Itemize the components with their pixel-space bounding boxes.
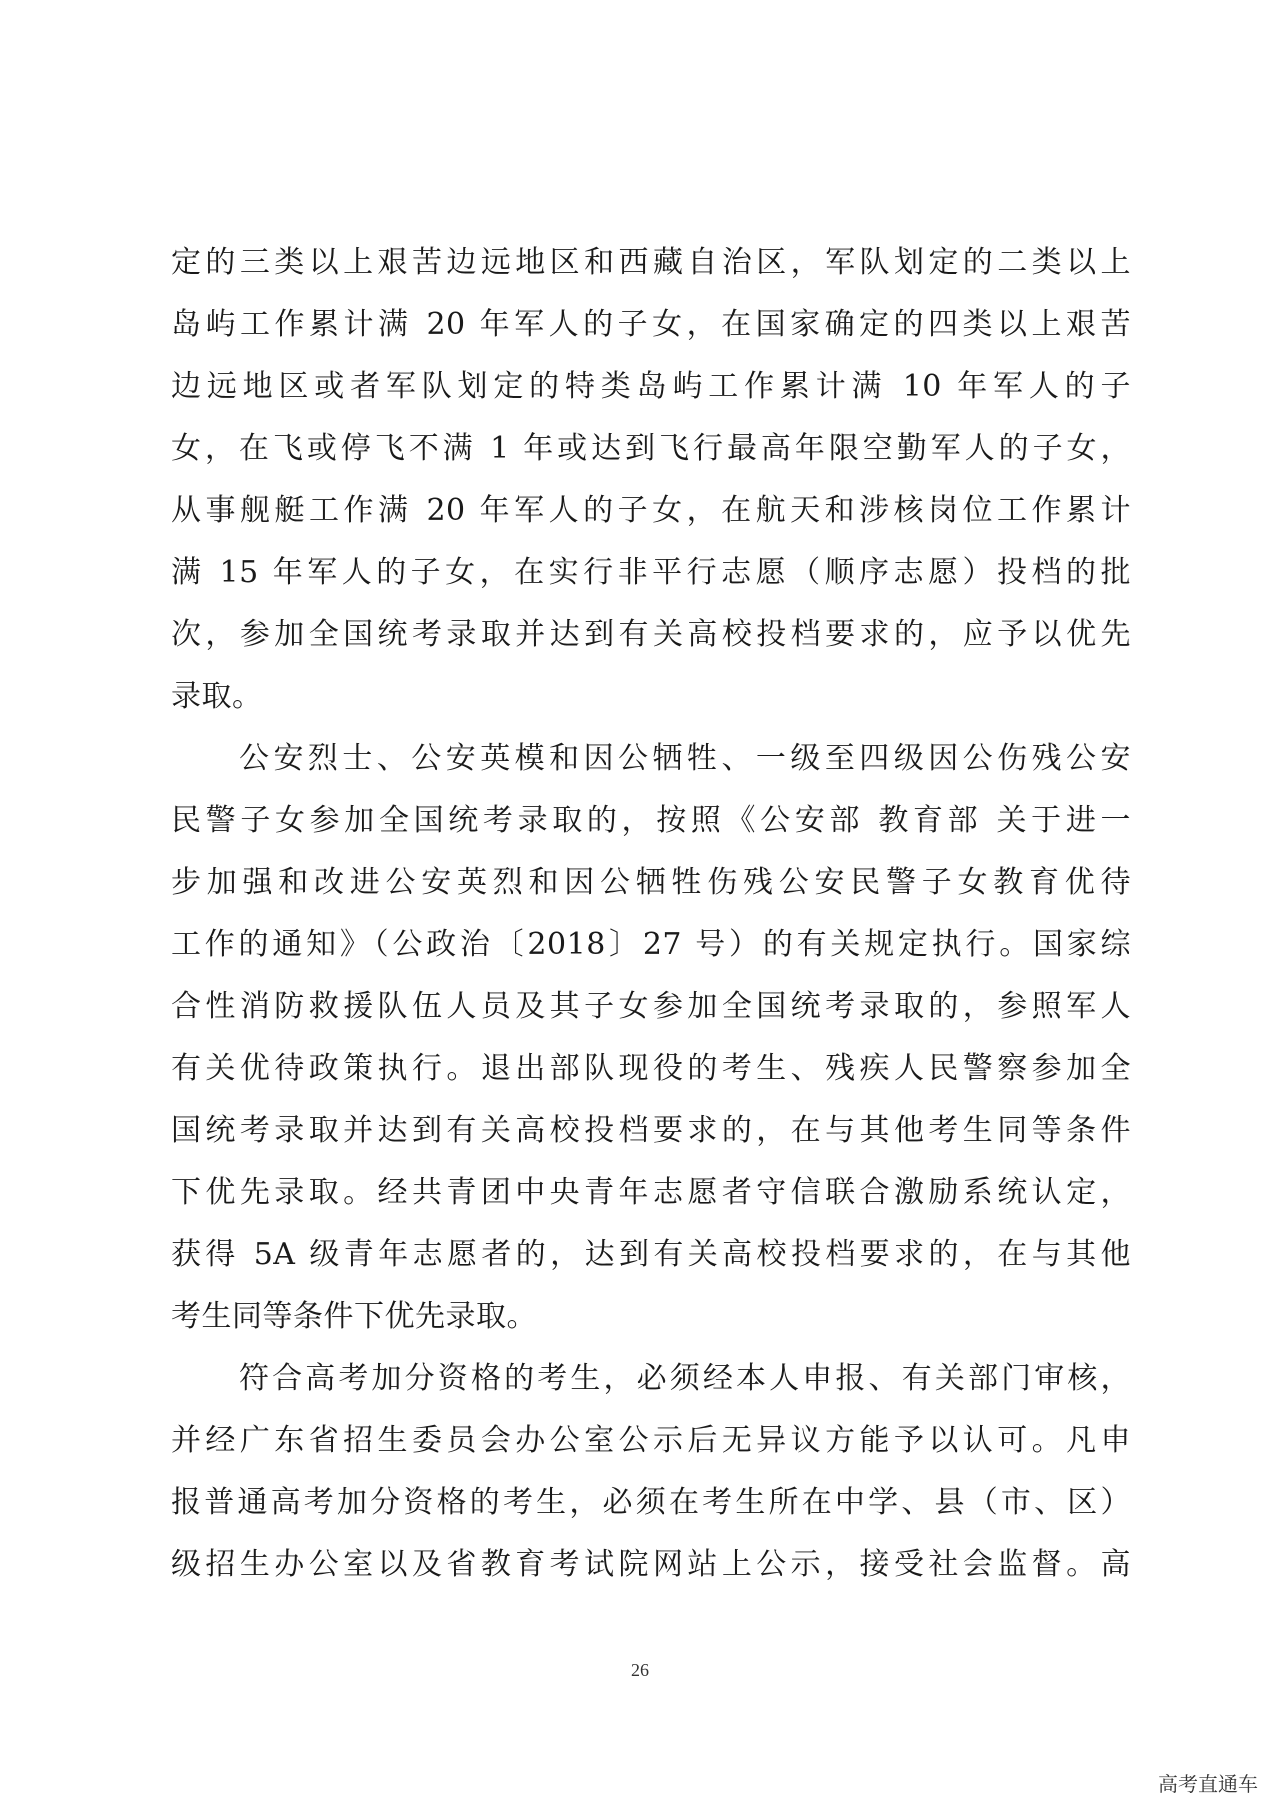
text-line-16: 下优先录取。经共青团中央青年志愿者守信联合激励系统认定，: [171, 1175, 1131, 1210]
text-line-10: 民警子女参加全国统考录取的，按照《公安部 教育部 关于进一: [171, 803, 1131, 838]
watermark: 高考直通车: [1158, 1772, 1258, 1796]
text-line-7: 次，参加全国统考录取并达到有关高校投档要求的，应予以优先: [171, 617, 1131, 652]
text-line-21: 报普通高考加分资格的考生，必须在考生所在中学、县（市、区）: [171, 1485, 1131, 1520]
text-line-17: 获得 5A 级青年志愿者的，达到有关高校投档要求的，在与其他: [171, 1237, 1131, 1272]
text-line-1: 定的三类以上艰苦边远地区和西藏自治区，军队划定的二类以上: [171, 245, 1131, 280]
text-line-18: 考生同等条件下优先录取。: [171, 1299, 537, 1334]
text-line-11: 步加强和改进公安英烈和因公牺牲伤残公安民警子女教育优待: [171, 865, 1131, 900]
text-line-22: 级招生办公室以及省教育考试院网站上公示，接受社会监督。高: [171, 1547, 1131, 1582]
body-text: [171, 232, 1131, 1596]
text-line-19: 符合高考加分资格的考生，必须经本人申报、有关部门审核，: [239, 1361, 1131, 1396]
text-line-14: 有关优待政策执行。退出部队现役的考生、残疾人民警察参加全: [171, 1051, 1131, 1086]
text-line-2: 岛屿工作累计满 20 年军人的子女，在国家确定的四类以上艰苦: [171, 307, 1131, 342]
text-line-4: 女，在飞或停飞不满 1 年或达到飞行最高年限空勤军人的子女，: [171, 431, 1131, 466]
page-number: 26: [631, 1660, 649, 1680]
text-line-20: 并经广东省招生委员会办公室公示后无异议方能予以认可。凡申: [171, 1423, 1131, 1458]
text-line-9: 公安烈士、公安英模和因公牺牲、一级至四级因公伤残公安: [239, 741, 1131, 776]
text-line-6: 满 15 年军人的子女，在实行非平行志愿（顺序志愿）投档的批: [171, 555, 1131, 590]
text-line-15: 国统考录取并达到有关高校投档要求的，在与其他考生同等条件: [171, 1113, 1131, 1148]
text-line-5: 从事舰艇工作满 20 年军人的子女，在航天和涉核岗位工作累计: [171, 493, 1131, 528]
text-line-3: 边远地区或者军队划定的特类岛屿工作累计满 10 年军人的子: [171, 369, 1131, 404]
text-line-8: 录取。: [171, 679, 263, 714]
text-line-13: 合性消防救援队伍人员及其子女参加全国统考录取的，参照军人: [171, 989, 1131, 1024]
text-line-12: 工作的通知》（公政治〔2018〕27 号）的有关规定执行。国家综: [171, 927, 1131, 962]
